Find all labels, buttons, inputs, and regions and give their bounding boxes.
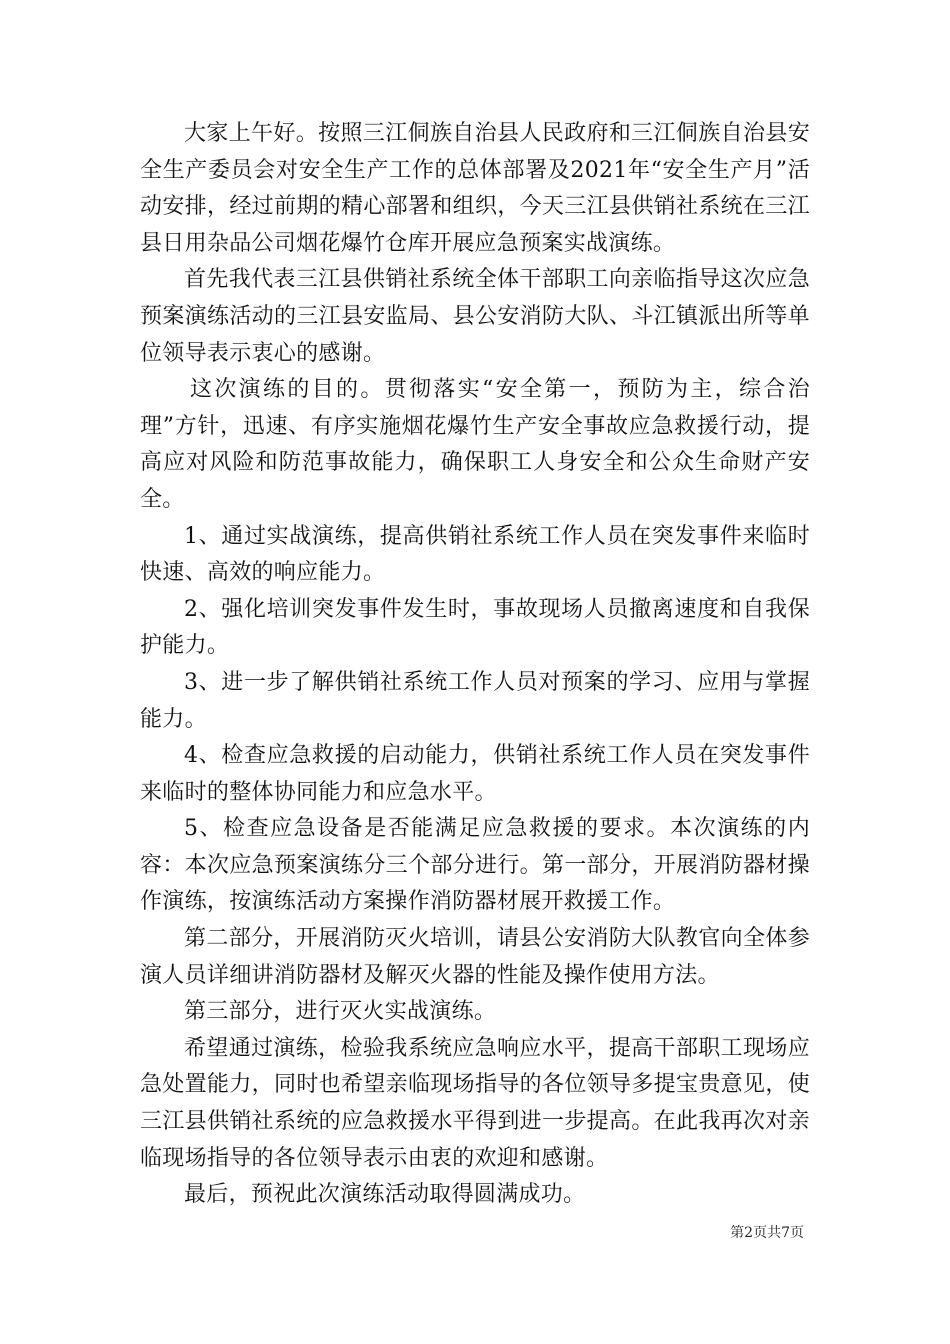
paragraph-purpose: 这次演练的目的。贯彻落实“安全第一，预防为主，综合治理”方针，迅速、有序实施烟花爆竹生产安全事故应急救援行动，提高应对风险和防范事故能力，确保职工人身安全和公众生命财产安全。: [140, 377, 810, 512]
paragraph-item-4: 4、检查应急救援的启动能力，供销社系统工作人员在突发事件来临时的整体协同能力和应急水平。: [140, 743, 810, 805]
paragraph-closing: 最后，预祝此次演练活动取得圆满成功。: [184, 1182, 586, 1208]
paragraph-item-2: 2、强化培训突发事件发生时，事故现场人员撤离速度和自我保护能力。: [140, 596, 810, 659]
paragraph-part-2: 第二部分，开展消防灭火培训，请县公安消防大队教官向全体参演人员详细讲消防器材及解灭火器的性能及操作使用方法。: [140, 926, 810, 988]
paragraph-part-3: 第三部分，进行灭火实战演练。: [184, 999, 497, 1025]
paragraph-hope: 希望通过演练，检验我系统应急响应水平，提高干部职工现场应急处置能力，同时也希望亲临现场指导的各位领导多提宝贵意见，使三江县供销社系统的应急救援水平得到进一步提高。在此我再次对亲临现场指导的各位领导表示由衷的欢迎和感谢。: [140, 1035, 810, 1171]
paragraph-thanks: 首先我代表三江县供销社系统全体干部职工向亲临指导这次应急预案演练活动的三江县安监局、县公安消防大队、斗江镇派出所等单位领导表示衷心的感谢。: [140, 267, 810, 366]
paragraph-item-3: 3、进一步了解供销社系统工作人员对预案的学习、应用与掌握能力。: [140, 669, 810, 732]
paragraph-item-1: 1、通过实战演练，提高供销社系统工作人员在突发事件来临时快速、高效的响应能力。: [140, 523, 810, 586]
paragraph-greeting: 大家上午好。按照三江侗族自治县人民政府和三江侗族自治县安全生产委员会对安全生产工作的总体部署及2021年“安全生产月”活动安排，经过前期的精心部署和组织，今天三江县供销社系统在三江县日用杂品公司烟花爆竹仓库开展应急预案实战演练。: [140, 121, 810, 256]
paragraph-item-5: 5、检查应急设备是否能满足应急救援的要求。本次演练的内容：本次应急预案演练分三个部分进行。第一部分，开展消防器材操作演练，按演练活动方案操作消防器材展开救援工作。: [140, 816, 810, 915]
document-body: [140, 116, 810, 1214]
page-number: 第2页共7页: [730, 1225, 804, 1241]
